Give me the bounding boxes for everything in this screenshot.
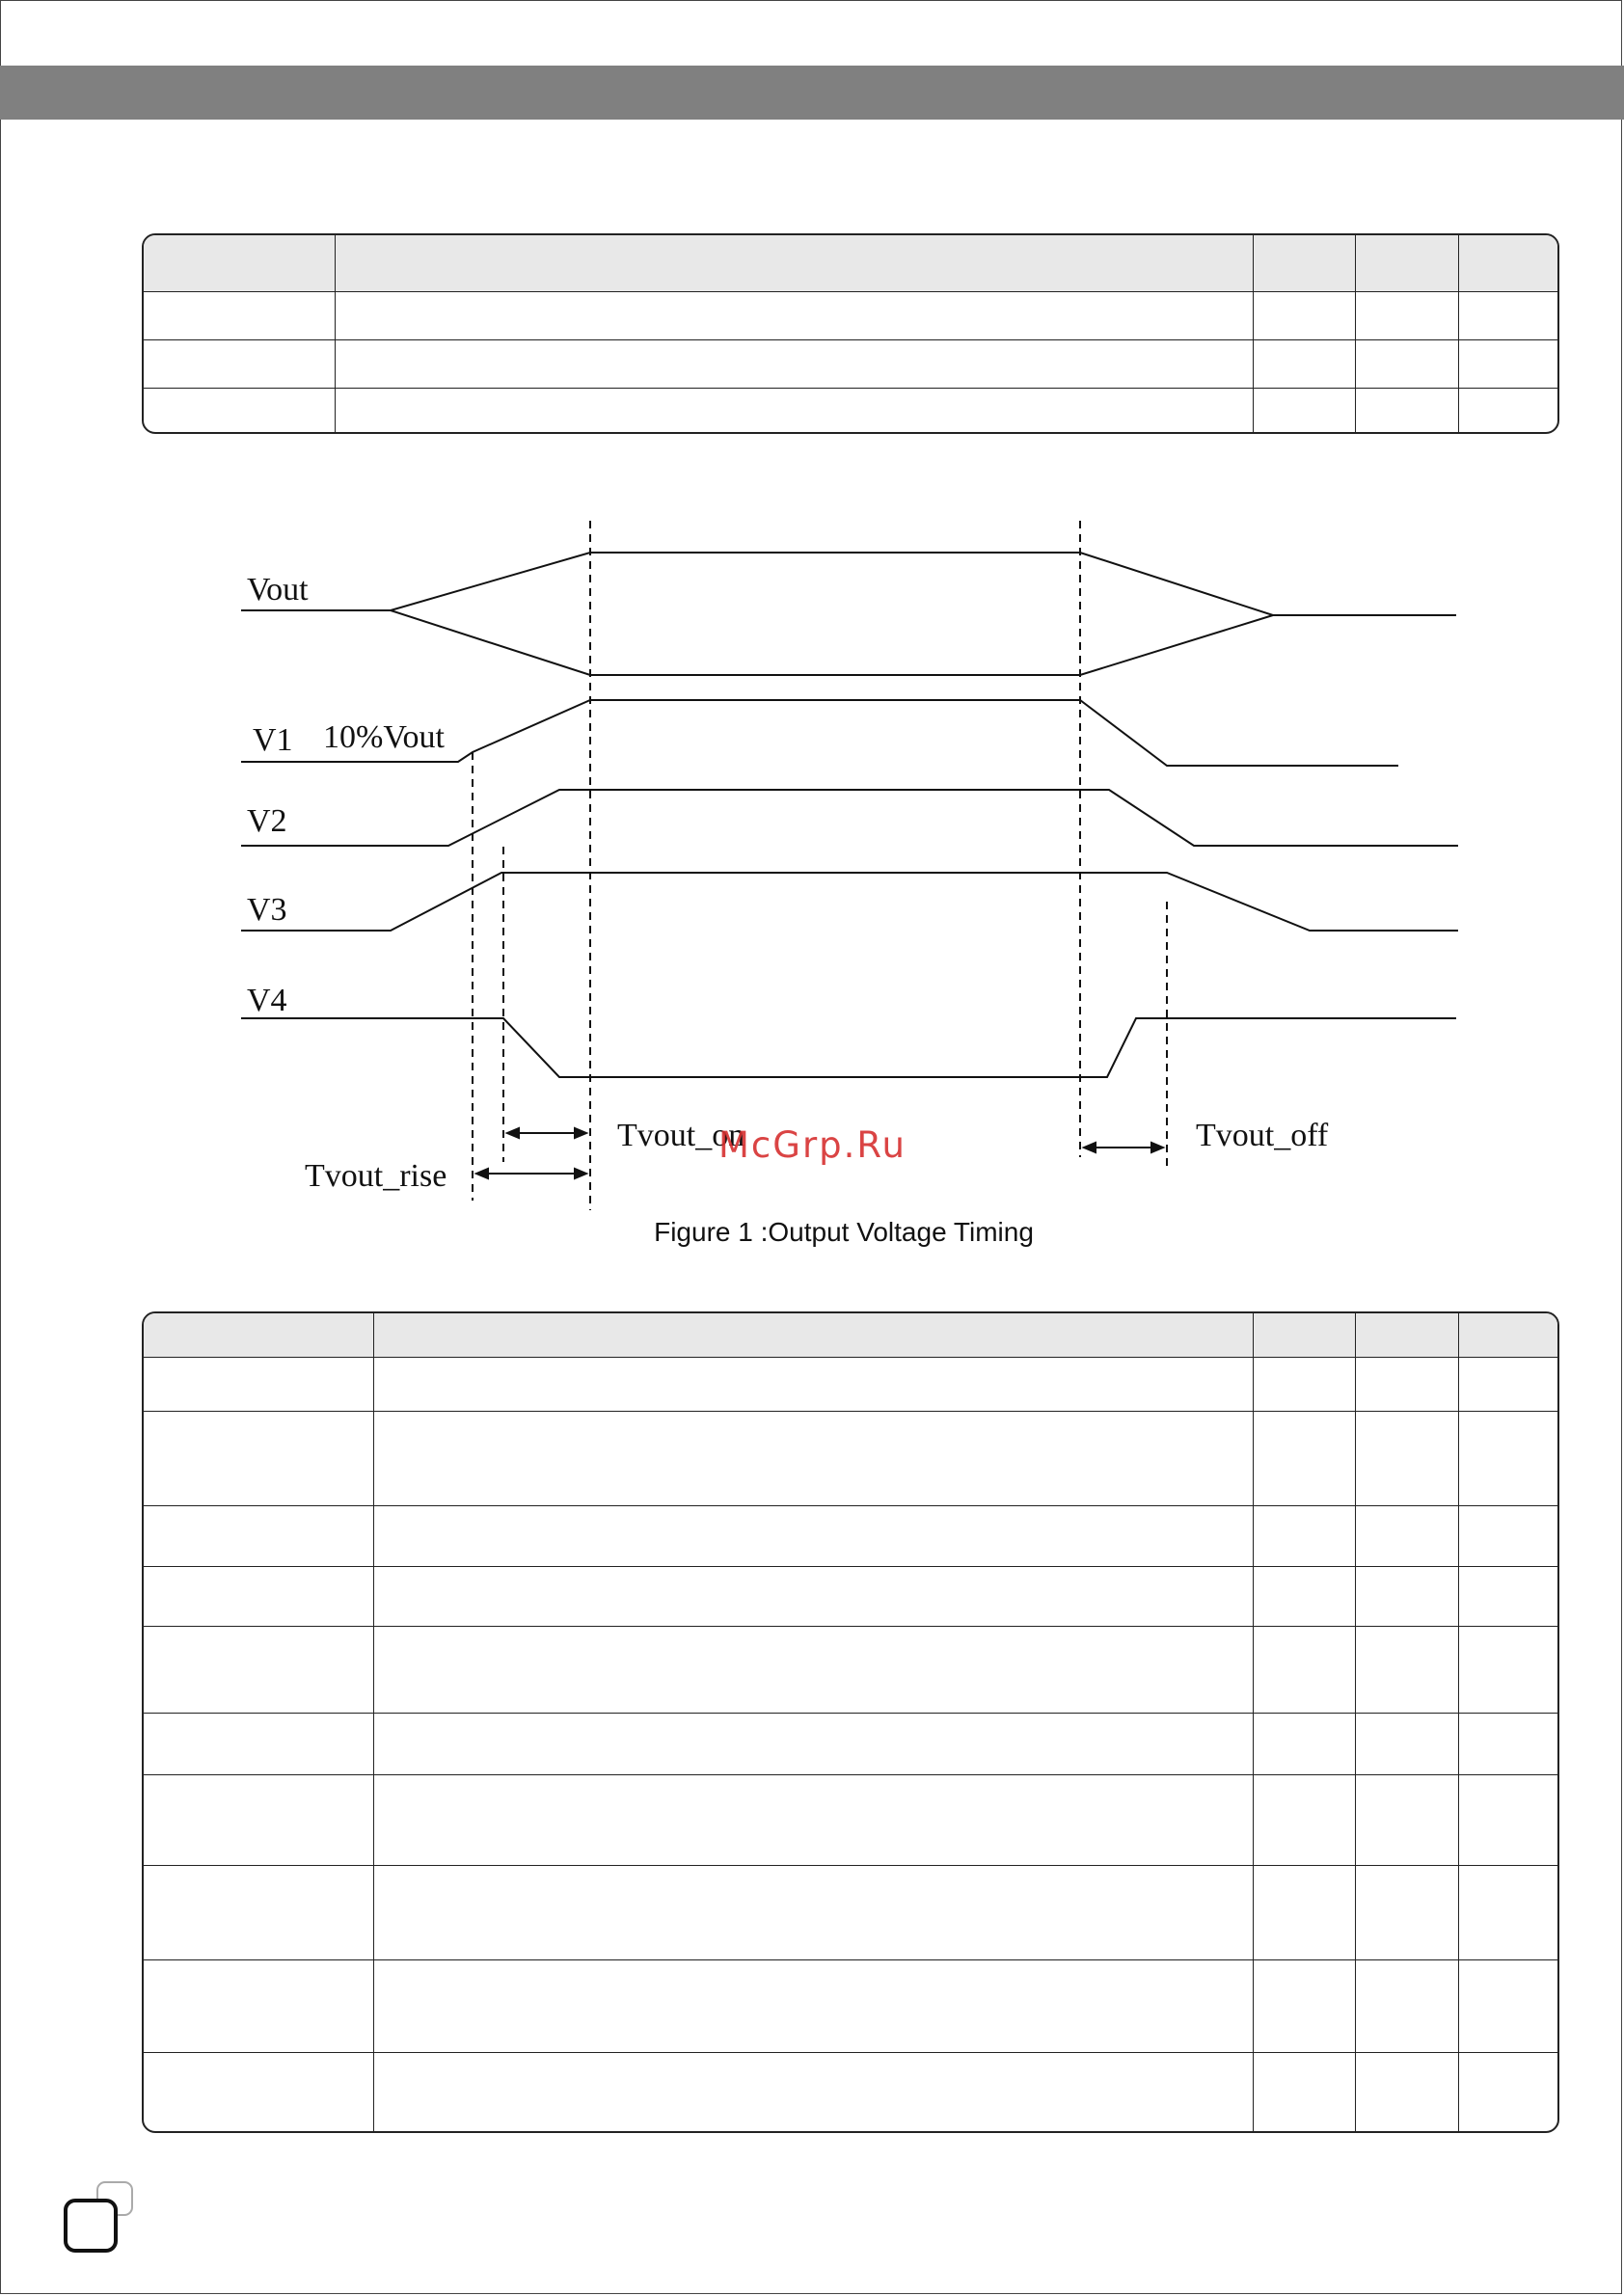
v3-label: V3 <box>247 892 287 928</box>
table-row <box>144 2052 1557 2131</box>
v4-label: V4 <box>247 983 287 1018</box>
table-header-cell <box>1253 235 1355 291</box>
tvout-off-label: Tvout_off <box>1196 1118 1329 1153</box>
v2-label: V2 <box>247 803 287 839</box>
table-row <box>144 1357 1557 1411</box>
v1-label: V1 <box>253 722 293 758</box>
table-row <box>144 1774 1557 1865</box>
table-header-cell <box>1458 235 1557 291</box>
table-row <box>144 1713 1557 1774</box>
vout-label: Vout <box>247 572 309 608</box>
table-row <box>144 1411 1557 1505</box>
table-header-cell <box>144 1313 373 1357</box>
v2-waveform <box>241 790 1458 846</box>
v3-waveform <box>241 873 1458 931</box>
table-header-row <box>144 235 1557 291</box>
table-row <box>144 1865 1557 1959</box>
table-row <box>144 291 1557 339</box>
tvout-rise-label: Tvout_rise <box>305 1158 447 1194</box>
table-row <box>144 339 1557 388</box>
v1-threshold-label: 10%Vout <box>323 719 445 755</box>
figure-caption: Figure 1 :Output Voltage Timing <box>654 1217 1034 1247</box>
table-header-cell <box>1253 1313 1355 1357</box>
header-band <box>0 66 1624 120</box>
page-corner-icon <box>60 2181 137 2258</box>
table-header-cell <box>335 235 1253 291</box>
table-row <box>144 1959 1557 2052</box>
table-header-cell <box>1355 1313 1458 1357</box>
table-header-cell <box>1458 1313 1557 1357</box>
table-row <box>144 1566 1557 1626</box>
table-header-cell <box>373 1313 1253 1357</box>
table-row <box>144 1626 1557 1713</box>
vout-waveform <box>241 553 1456 615</box>
table-row <box>144 1505 1557 1566</box>
table-header-row <box>144 1313 1557 1357</box>
tvout-on-label: Tvout_on <box>617 1118 745 1153</box>
table-row <box>144 388 1557 432</box>
top-spec-table <box>142 233 1559 434</box>
table-header-cell <box>1355 235 1458 291</box>
watermark: McGrp.Ru <box>718 1124 907 1166</box>
v4-waveform <box>241 1018 1456 1077</box>
table-header-cell <box>144 235 335 291</box>
bottom-spec-table <box>142 1311 1559 2133</box>
vout-waveform-lower <box>391 610 1273 675</box>
